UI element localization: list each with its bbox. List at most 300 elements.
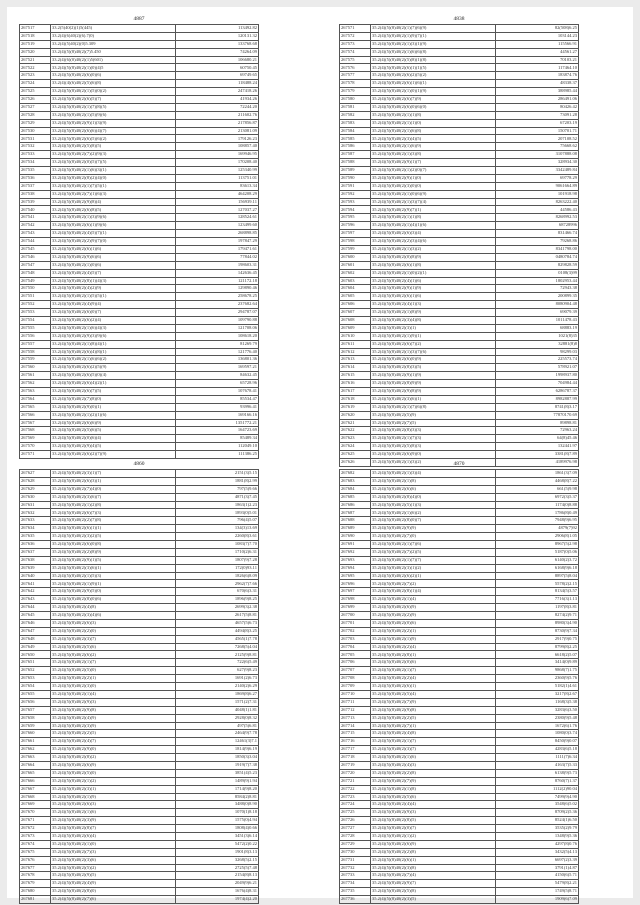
row-id-cell: 267631: [20, 501, 51, 509]
table-row: [340, 316, 579, 324]
table-row: [340, 548, 579, 556]
table-row: [20, 214, 259, 222]
table-row: [20, 541, 259, 549]
row-value-cell: 74264.09: [176, 48, 259, 56]
row-code-cell: 35.2(4)(5)(8)40(2)(8)(1)(4): [371, 588, 496, 596]
row-code-cell: 33.2(4)(5)(8)40(2)(1)(5)(5)(1): [51, 293, 176, 301]
row-code-cell: 35.2(4)(5)(8)40(2)(9)(1)(9): [371, 285, 496, 293]
document-page: [7, 7, 633, 902]
row-value-cell: 67203.19: [496, 119, 579, 127]
row-value-cell: 44561.27: [496, 48, 579, 56]
row-code-cell: 35.2(4)(5)(8)40(2)(4)(9): [51, 880, 176, 888]
table-row: [340, 643, 579, 651]
row-code-cell: 35.2(4)(5)(8)40(2)(1)(9)(1): [371, 332, 496, 340]
row-code-cell: 35.2(4)(5)(8)40(2)(6)(9): [51, 761, 176, 769]
row-code-cell: 35.2(4)(5)(8)40(2)(9)(3): [371, 809, 496, 817]
row-code-cell: 35.2(4)(5)(8)40(2)(1)(8): [371, 785, 496, 793]
row-code-cell: 35.2(4)(5)(8)40(2)(2)(4): [371, 675, 496, 683]
row-id-cell: 267690: [340, 533, 371, 541]
row-value-cell: 225573.74: [496, 356, 579, 364]
row-id-cell: 267654: [20, 683, 51, 691]
row-id-cell: 267675: [20, 848, 51, 856]
row-id-cell: 267691: [340, 541, 371, 549]
row-code-cell: 35.2(4)(5)(8)40(2)(7)(2)(5): [371, 548, 496, 556]
row-id-cell: 267672: [20, 825, 51, 833]
row-value-cell: 48338.37: [496, 80, 579, 88]
table-row: [340, 785, 579, 793]
table-row: [20, 206, 259, 214]
row-id-cell: 267622: [340, 427, 371, 435]
row-code-cell: 35.2(4)(5)(8)40(2)(6)(3)(1): [51, 477, 176, 485]
table-row: [20, 659, 259, 667]
row-code-cell: 35.2(4)(5)(8)40(2)(1)(0): [51, 840, 176, 848]
row-id-cell: 267575: [340, 56, 371, 64]
table-row: [20, 675, 259, 683]
row-code-cell: 35.2(4)(5)(8)40(2)(6)(2)(1): [371, 572, 496, 580]
row-id-cell: 267538: [20, 190, 51, 198]
row-code-cell: 33.2(4)(5)(8)40(2)(9)(0)(1): [51, 403, 176, 411]
row-code-cell: 35.2(4)(5)(8)40(2)(2)(4): [371, 643, 496, 651]
row-value-cell: 69778.29: [496, 174, 579, 182]
table-row: [340, 493, 579, 501]
table-row: [20, 127, 259, 135]
row-id-cell: 267656: [20, 698, 51, 706]
row-value-cell: 82(508)6.25: [496, 25, 579, 33]
table-row: [20, 451, 259, 459]
row-code-cell: 35.2(4)(5)(8)40(2)(1)(4)(1)(6): [371, 222, 496, 230]
row-id-cell: 267573: [340, 40, 371, 48]
row-code-cell: 35.2(4)(5)(8)40(2)(9)(5)(0): [51, 588, 176, 596]
row-code-cell: 35.2(4)(5)(8)40(2)(6)(1)(6): [371, 293, 496, 301]
row-value-cell: 578921.07: [496, 364, 579, 372]
row-id-cell: 267638: [20, 556, 51, 564]
row-id-cell: 267668: [20, 793, 51, 801]
row-id-cell: 267570: [20, 443, 51, 451]
row-id-cell: 267731: [340, 856, 371, 864]
row-id-cell: 267517: [20, 25, 51, 33]
row-id-cell: 267695: [340, 572, 371, 580]
row-value-cell: 237682.64: [176, 301, 259, 309]
row-value-cell: 1174(0)8.88: [496, 501, 579, 509]
row-id-cell: 267568: [20, 427, 51, 435]
row-id-cell: 267525: [20, 88, 51, 96]
row-id-cell: 267553: [20, 309, 51, 317]
row-code-cell: 33.2(4)(5)(8)40(2)(6)(5)(0)(4): [51, 372, 176, 380]
table-row: [20, 572, 259, 580]
table-row: [20, 683, 259, 691]
row-id-cell: 267619: [340, 403, 371, 411]
table-row: [340, 332, 579, 340]
table-row: [340, 683, 579, 691]
row-value-cell: 117464.10: [496, 64, 579, 72]
table-row: [340, 182, 579, 190]
table-row: [340, 364, 579, 372]
row-id-cell: 267598: [340, 238, 371, 246]
row-code-cell: 35.2(4)(5)(8)40(2)(2)(7)(8): [51, 517, 176, 525]
row-code-cell: 35.2(4)(5)(8)40(2)(2)(5): [371, 714, 496, 722]
row-id-cell: 267651: [20, 659, 51, 667]
row-value-cell: 183874.76: [496, 72, 579, 80]
row-id-cell: 267583: [340, 119, 371, 127]
row-id-cell: 267589: [340, 167, 371, 175]
table-row: [340, 380, 579, 388]
row-id-cell: 267549: [20, 277, 51, 285]
table-row: [20, 848, 259, 856]
row-code-cell: 35.2(4)(5)(8)40(2)(6)(1): [371, 683, 496, 691]
row-code-cell: 35.2(4)(5)(8)40(2)(2)(1): [371, 627, 496, 635]
table-row: [340, 612, 579, 620]
row-value-cell: 286491.06: [496, 96, 579, 104]
row-value-cell: 3488(0)8.90: [176, 801, 259, 809]
table-row: [20, 253, 259, 261]
table-row: [20, 825, 259, 833]
row-value-cell: 115566.91: [496, 40, 579, 48]
table-row: [340, 509, 579, 517]
table-row: [20, 864, 259, 872]
row-id-cell: 267723: [340, 793, 371, 801]
table-row: [340, 419, 579, 427]
table-row: [340, 301, 579, 309]
row-code-cell: 35.2(4)(5)(8)40(2)(9)(0): [51, 746, 176, 754]
row-value-cell: 123499.60: [176, 222, 259, 230]
row-id-cell: 267542: [20, 222, 51, 230]
row-value-cell: 89898.81: [496, 419, 579, 427]
table-row: [340, 230, 579, 238]
row-value-cell: 169946.95: [176, 151, 259, 159]
row-value-cell: 103144.23: [496, 32, 579, 40]
row-code-cell: 33.2(4)(5)(8)40(2)(0)(5)(7)(5): [51, 159, 176, 167]
row-id-cell: 267693: [340, 556, 371, 564]
row-value-cell: 8741(8)3.17: [496, 403, 579, 411]
row-code-cell: 35.2(4)(5)(8)40(2)(2)(8)(9): [51, 548, 176, 556]
row-code-cell: 33.2(4)(5)(8)40(2)(6)(0)(6): [51, 72, 176, 80]
table-row: [340, 722, 579, 730]
row-value-cell: 3342489.84: [496, 167, 579, 175]
row-value-cell: 132441.97: [496, 443, 579, 451]
table-row: [20, 761, 259, 769]
table-row: [340, 111, 579, 119]
row-id-cell: 267519: [20, 40, 51, 48]
row-id-cell: 267617: [340, 387, 371, 395]
row-code-cell: 35.2(4)(5)(8)40(2)(5)(6): [51, 643, 176, 651]
table-row: [340, 174, 579, 182]
row-value-cell: 2360(9)5.76: [496, 675, 579, 683]
row-id-cell: 267634: [20, 525, 51, 533]
table-row: [20, 501, 259, 509]
row-code-cell: 35.2(4)(5)(8)40(2)(6)(0)(9): [371, 356, 496, 364]
row-id-cell: 267722: [340, 785, 371, 793]
row-id-cell: 267714: [340, 722, 371, 730]
row-code-cell: 33.2(4)(5)(8)40(2)(8)(2)(4)(0): [51, 174, 176, 182]
row-value-cell: 3548(6)5.02: [496, 801, 579, 809]
table-row: [340, 627, 579, 635]
table-row: [20, 419, 259, 427]
row-id-cell: 267547: [20, 261, 51, 269]
row-id-cell: 267632: [20, 509, 51, 517]
table-row: [20, 324, 259, 332]
row-code-cell: 33.2(4)(5)(8)40(2)(1)(7)(5)(1): [51, 182, 176, 190]
row-id-cell: 267707: [340, 667, 371, 675]
table-row: [20, 856, 259, 864]
row-id-cell: 267601: [340, 261, 371, 269]
row-value-cell: 2049(9)6.21: [176, 880, 259, 888]
row-code-cell: 33.2(4)(5)(8)40(2)(6)(4)(8)(1): [51, 348, 176, 356]
row-code-cell: 35.2(4)(5)(8)40(2)(0)(6): [371, 659, 496, 667]
row-value-cell: 4150(6)5.71: [496, 872, 579, 880]
row-value-cell: 5472(2)0.22: [176, 840, 259, 848]
table-row: [20, 722, 259, 730]
row-code-cell: 35.2(4)(5)(8)40(2)(6)(1)(6)(1): [371, 80, 496, 88]
row-value-cell: 73091.28: [496, 111, 579, 119]
row-id-cell: 267579: [340, 88, 371, 96]
row-value-cell: 80426.42: [496, 103, 579, 111]
row-id-cell: 267725: [340, 809, 371, 817]
row-code-cell: 35.2(4)(5)(8)40(2)(6)(6): [371, 485, 496, 493]
table-row: [340, 517, 579, 525]
row-value-cell: 6168(9)6.18: [496, 564, 579, 572]
table-row: [340, 533, 579, 541]
table-row: [20, 119, 259, 127]
row-id-cell: 267586: [340, 143, 371, 151]
row-id-cell: 267709: [340, 683, 371, 691]
row-value-cell: 4565(1)7.78: [176, 635, 259, 643]
row-id-cell: 267639: [20, 564, 51, 572]
row-value-cell: 4468(8)7.22: [496, 477, 579, 485]
row-code-cell: 35.2(4)(5)(8)40(2)(3)(1): [51, 785, 176, 793]
table-row: [20, 159, 259, 167]
row-id-cell: 267544: [20, 238, 51, 246]
row-value-cell: 133768.68: [176, 40, 259, 48]
row-id-cell: 267660: [20, 730, 51, 738]
row-code-cell: 33.2(4)(5)40(2)(0)5.309: [51, 40, 176, 48]
table-row: [20, 40, 259, 48]
row-value-cell: 5182(1)4.61: [496, 683, 579, 691]
row-value-cell: 1896(9)8.25: [176, 596, 259, 604]
row-code-cell: 35.2(4)(5)(8)40(2)(6)(4): [51, 832, 176, 840]
row-value-cell: 156939.11: [176, 198, 259, 206]
table-row: [20, 151, 259, 159]
row-value-cell: 1710(2)6.31: [176, 548, 259, 556]
row-value-cell: 6697(2)3.39: [496, 856, 579, 864]
row-id-cell: 267555: [20, 324, 51, 332]
row-code-cell: 33.2(4)(5)(8)40(2)(6)(7)(5): [51, 387, 176, 395]
row-code-cell: 35.2(4)(5)(8)40(2)(5)(6): [371, 793, 496, 801]
row-code-cell: 35.2(4)(5)(8)40(2)(5)(8)(3): [371, 443, 496, 451]
row-id-cell: 267628: [20, 477, 51, 485]
table-row: [20, 309, 259, 317]
row-id-cell: 267571: [340, 25, 371, 33]
table-row: [340, 261, 579, 269]
row-id-cell: 267596: [340, 222, 371, 230]
table-row: [20, 269, 259, 277]
table-row: [20, 564, 259, 572]
row-value-cell: 1802953.44: [496, 277, 579, 285]
row-code-cell: 35.2(4)(5)(8)40(2)(1)(7): [51, 659, 176, 667]
row-code-cell: 35.2(4)(5)(8)40(2)(3)(9): [51, 722, 176, 730]
table-row: [340, 761, 579, 769]
table-row: [340, 698, 579, 706]
row-value-cell: 83613.34: [176, 182, 259, 190]
row-value-cell: 121776.40: [176, 348, 259, 356]
row-id-cell: 267604: [340, 285, 371, 293]
row-value-cell: 85489.34: [176, 435, 259, 443]
row-id-cell: 267679: [20, 880, 51, 888]
row-value-cell: 207108.52: [496, 135, 579, 143]
table-row: [340, 293, 579, 301]
table-row: [20, 769, 259, 777]
table-row: [340, 675, 579, 683]
row-id-cell: 267677: [20, 864, 51, 872]
row-id-cell: 267637: [20, 548, 51, 556]
row-id-cell: 267597: [340, 230, 371, 238]
row-id-cell: 267572: [340, 32, 371, 40]
table-row: [20, 32, 259, 40]
row-value-cell: 77844.02: [176, 253, 259, 261]
row-code-cell: 35.2(4)(5)(8)40(2)(0)(8)(9): [371, 253, 496, 261]
table-row: [340, 588, 579, 596]
row-id-cell: 267678: [20, 872, 51, 880]
table-row: [340, 832, 579, 840]
row-code-cell: 35.2(4)(5)(8)40(2)(6)(3)(4): [371, 230, 496, 238]
row-id-cell: 267618: [340, 395, 371, 403]
row-id-cell: 267705: [340, 651, 371, 659]
row-code-cell: 33.2(4)(5)(8)40(2)(6)(1)(9)(6): [51, 222, 176, 230]
row-id-cell: 267602: [340, 269, 371, 277]
row-id-cell: 267534: [20, 159, 51, 167]
row-value-cell: 1714(9)8.20: [176, 785, 259, 793]
row-value-cell: 2151(3)5.15: [176, 470, 259, 478]
table-row: [20, 533, 259, 541]
table-row: [20, 48, 259, 56]
row-value-cell: 69079.39: [496, 309, 579, 317]
row-id-cell: 267715: [340, 730, 371, 738]
row-code-cell: 33.2(4)(5)(8)40(2)(1)(6)(4)(3): [51, 324, 176, 332]
row-code-cell: 35.2(4)(5)(8)40(2)(8)(0)(6): [51, 596, 176, 604]
row-id-cell: 267546: [20, 253, 51, 261]
table-row: [20, 706, 259, 714]
row-value-cell: 70103.21: [496, 56, 579, 64]
row-id-cell: 267527: [20, 103, 51, 111]
table-row: [20, 222, 259, 230]
row-code-cell: 35.2(4)(5)(8)40(2)(5)(0): [51, 769, 176, 777]
row-value-cell: 3283(6)3.50: [496, 706, 579, 714]
row-value-cell: 2260(8)3.61: [176, 533, 259, 541]
table-row: [20, 380, 259, 388]
table-row: [340, 793, 579, 801]
row-value-cell: 1575(0)4.94: [176, 817, 259, 825]
row-id-cell: 267687: [340, 509, 371, 517]
row-code-cell: 33.2(4)(5)(8)40(2)(5)(6)(5): [51, 427, 176, 435]
row-id-cell: 267614: [340, 364, 371, 372]
table-row: [20, 364, 259, 372]
row-code-cell: 35.2(4)(5)(8)40(2)(3)(6): [51, 856, 176, 864]
table-row: [340, 309, 579, 317]
row-code-cell: 35.2(4)(5)(8)40(2)(3)(0): [51, 683, 176, 691]
table-row: [340, 604, 579, 612]
row-code-cell: 33.2(4)(5)(8)40(2)(6)(4)(2)(1): [51, 380, 176, 388]
table-row: [20, 238, 259, 246]
row-value-cell: 796(4)5.07: [176, 517, 259, 525]
row-code-cell: 35.2(4)(5)(8)40(2)(3)(4)(8): [371, 316, 496, 324]
row-id-cell: 267590: [340, 174, 371, 182]
row-value-cell: 72943.38: [496, 285, 579, 293]
row-id-cell: 267713: [340, 714, 371, 722]
table-row: [340, 619, 579, 627]
table-row: [20, 588, 259, 596]
row-value-cell: 4297(8)0.76: [496, 840, 579, 848]
row-id-cell: 267662: [20, 746, 51, 754]
row-id-cell: 267642: [20, 588, 51, 596]
row-id-cell: 267726: [340, 817, 371, 825]
row-id-cell: 267623: [340, 435, 371, 443]
row-value-cell: 258678.25: [176, 293, 259, 301]
row-id-cell: 267712: [340, 706, 371, 714]
table-row: [20, 277, 259, 285]
row-id-cell: 267605: [340, 293, 371, 301]
row-id-cell: 267615: [340, 372, 371, 380]
row-value-cell: 1919(7)7.38: [176, 761, 259, 769]
table-row: [340, 127, 579, 135]
row-code-cell: 35.2(4)(5)(8)40(2)(4)(8): [51, 604, 176, 612]
table-row: [20, 517, 259, 525]
table-row: [20, 111, 259, 119]
row-code-cell: 35.2(4)(5)(8)40(2)(1)(9): [371, 635, 496, 643]
row-code-cell: 35.2(4)(5)(8)40(2)(9)(7)(1): [371, 206, 496, 214]
row-code-cell: 35.2(4)(5)(8)40(2)(2)(3)(4)(6): [371, 238, 496, 246]
row-value-cell: 1112(2)90.04: [496, 785, 579, 793]
table-row: [20, 356, 259, 364]
row-code-cell: 35.2(4)(5)(8)40(2)(3)(2)(5): [51, 533, 176, 541]
data-table: [19, 469, 259, 904]
row-id-cell: 267612: [340, 348, 371, 356]
table-row: [20, 403, 259, 411]
row-value-cell: 627(9)8.23: [176, 667, 259, 675]
table-row: [20, 880, 259, 888]
row-code-cell: 33.2(4)(5)(8)40(2)(4)(9)(4): [51, 301, 176, 309]
row-value-cell: 136801.36: [176, 356, 259, 364]
table-row: [340, 541, 579, 549]
row-code-cell: 35.2(4)(5)(8)40(2)(1)(3)(2): [371, 245, 496, 253]
table-row: [20, 793, 259, 801]
row-id-cell: 267539: [20, 198, 51, 206]
row-code-cell: 35.2(4)(5)(8)40(2)(6)(1)(1): [51, 525, 176, 533]
row-code-cell: 35.2(4)(5)(8)40(2)(4)(1)(3): [371, 301, 496, 309]
row-value-cell: 7499(9)4.90: [496, 793, 579, 801]
table-row: [20, 301, 259, 309]
table-row: [340, 872, 579, 880]
table-row: [20, 285, 259, 293]
row-value-cell: 77870170.69: [496, 411, 579, 419]
row-code-cell: 35.2(4)(5)(8)40(2)(1)(6): [371, 754, 496, 762]
row-code-cell: 35.2(4)(5)(8)40(2)(1)(6)(2): [371, 509, 496, 517]
row-id-cell: 267556: [20, 332, 51, 340]
row-code-cell: 33.2(4)(5)(8)40(2)(7)5.450: [51, 48, 176, 56]
table-row: [340, 269, 579, 277]
table-row: [340, 324, 579, 332]
row-code-cell: 35.2(4)(5)(8)40(2)(5)(0): [51, 667, 176, 675]
row-code-cell: 35.2(4)(5)(8)40(2)(8)(3)(3): [371, 427, 496, 435]
row-value-cell: 8730(9)7.34: [496, 627, 579, 635]
row-code-cell: 33.2(4)(5)(8)40(2)(6)(5)(7): [51, 96, 176, 104]
row-code-cell: 33.2(4)(5)(8)40(2)(4)(5)(7)(1): [51, 230, 176, 238]
row-value-cell: 1807(9)7.28: [176, 556, 259, 564]
row-code-cell: 35.2(4)(5)(8)40(2)(1)(7)(6): [371, 541, 496, 549]
table-row: [20, 548, 259, 556]
table-row: [20, 485, 259, 493]
row-id-cell: 267653: [20, 675, 51, 683]
row-value-cell: 8980(3)4.90: [496, 619, 579, 627]
row-id-cell: 267530: [20, 127, 51, 135]
